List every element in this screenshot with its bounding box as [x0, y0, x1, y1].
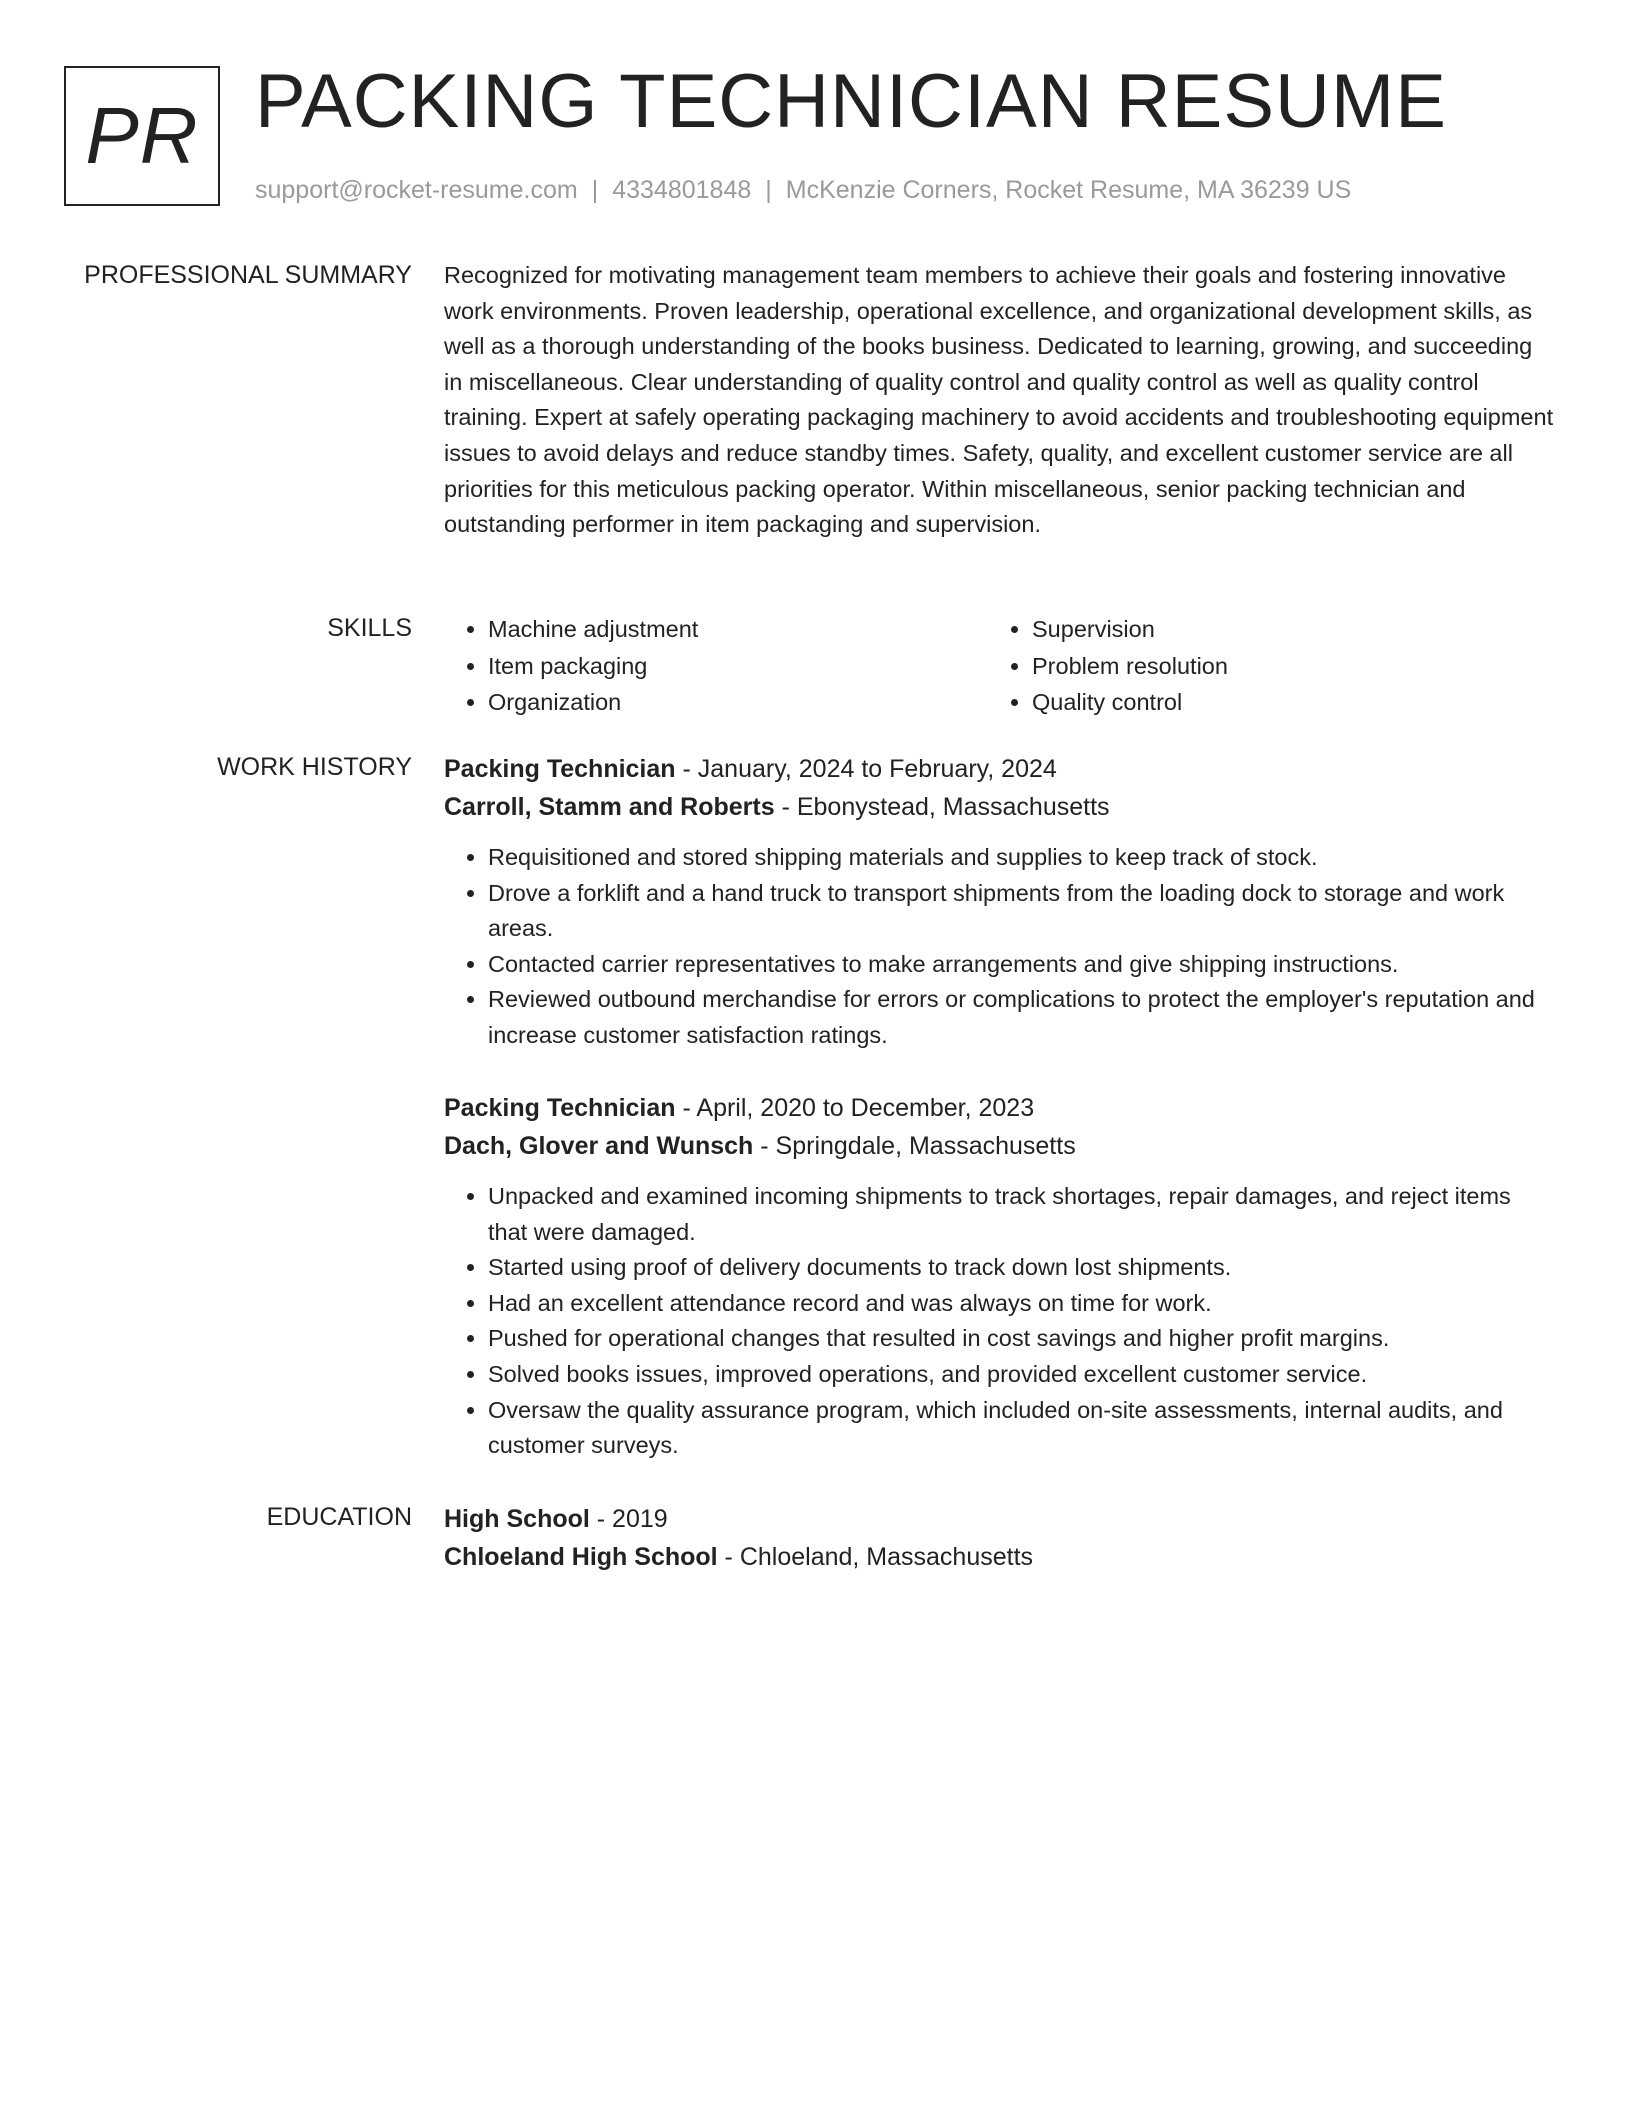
job-company: Dach, Glover and Wunsch — [444, 1132, 754, 1160]
contact-address: McKenzie Corners, Rocket Resume, MA 36239 US — [785, 176, 1352, 204]
contact-phone[interactable]: 4334801848 — [612, 176, 752, 204]
job-duties — [444, 840, 1556, 1054]
duty-item: • Pushed for operational changes that resulted in cost savings and higher profit margins. — [488, 1321, 1556, 1357]
job-entry — [444, 1089, 1556, 1464]
skill-item: • Machine adjustment — [488, 611, 988, 648]
job-company: Carroll, Stamm and Roberts — [444, 793, 775, 821]
duty-item: • Oversaw the quality assurance program, which included on-site assessments, internal audits, and customer surveys. — [488, 1393, 1556, 1464]
job-company-line — [444, 1127, 1556, 1165]
skills-list-left — [444, 611, 988, 721]
section-label-education: EDUCATION — [266, 1503, 412, 1531]
section-label-summary: PROFESSIONAL SUMMARY — [84, 261, 412, 289]
contact-email[interactable]: support@rocket-resume.com — [255, 176, 578, 204]
job-location: - Ebonystead, Massachusetts — [774, 793, 1110, 821]
duty-item: • Drove a forklift and a hand truck to transport shipments from the loading dock to storage and work areas. — [488, 876, 1556, 947]
job-title-line — [444, 1089, 1556, 1127]
duty-item: • Solved books issues, improved operations, and provided excellent customer service. — [488, 1357, 1556, 1393]
education-school-line — [444, 1538, 1556, 1576]
monogram-badge — [64, 66, 220, 206]
skill-item: • Organization — [488, 684, 988, 721]
education-school: Chloeland High School — [444, 1543, 718, 1571]
job-entry — [444, 750, 1556, 1054]
section-label-skills: SKILLS — [327, 614, 412, 642]
education-year: - 2019 — [589, 1505, 668, 1533]
skill-item: • Quality control — [1032, 684, 1532, 721]
summary-content — [444, 258, 1556, 543]
duty-item: • Unpacked and examined incoming shipments to track shortages, repair damages, and reject items that were damaged. — [488, 1179, 1556, 1250]
education-entry — [444, 1500, 1556, 1576]
duty-item: • Had an excellent attendance record and was always on time for work. — [488, 1286, 1556, 1322]
job-dates: - January, 2024 to February, 2024 — [675, 755, 1057, 783]
duty-item: • Reviewed outbound merchandise for errors or complications to protect the employer's reputation and increase customer satisfaction ratings. — [488, 982, 1556, 1053]
resume-title: PACKING TECHNICIAN RESUME — [255, 59, 1447, 144]
job-duties — [444, 1179, 1556, 1464]
job-company-line — [444, 788, 1556, 826]
education-degree: High School — [444, 1505, 590, 1533]
skill-item: • Problem resolution — [1032, 648, 1532, 685]
contact-line — [255, 174, 1351, 206]
duty-item: • Started using proof of delivery documents to track down lost shipments. — [488, 1250, 1556, 1286]
job-location: - Springdale, Massachusetts — [753, 1132, 1076, 1160]
job-title: Packing Technician — [444, 1094, 676, 1122]
job-title: Packing Technician — [444, 755, 676, 783]
duty-item: • Requisitioned and stored shipping materials and supplies to keep track of stock. — [488, 840, 1556, 876]
summary-text: Recognized for motivating management team members to achieve their goals and fostering innovative work environments. Proven leadership, operational excellence, and organizational development skills, as well as a thorough understanding of the books business. Dedicated to learning, growing, and succeeding in miscellaneous. Clear understanding of quality control and quality control as well as quality control training. Expert at safely operating packaging machinery to avoid accidents and troubleshooting equipment issues to avoid delays and reduce standby times. Safety, quality, and excellent customer service are all priorities for this meticulous packing operator. Within miscellaneous, senior packing technician and outstanding performer in item packaging and supervision. — [444, 262, 1554, 538]
skill-item: • Supervision — [1032, 611, 1532, 648]
duty-item: • Contacted carrier representatives to make arrangements and give shipping instructions. — [488, 947, 1556, 983]
education-location: - Chloeland, Massachusetts — [717, 1543, 1034, 1571]
skills-list-right — [988, 611, 1532, 721]
monogram-initials: PR — [85, 91, 199, 180]
contact-separator: | — [765, 176, 772, 204]
job-dates: - April, 2020 to December, 2023 — [675, 1094, 1035, 1122]
job-title-line — [444, 750, 1556, 788]
contact-separator: | — [591, 176, 599, 204]
skills-content — [444, 611, 1556, 721]
section-label-work-history: WORK HISTORY — [217, 753, 412, 781]
education-degree-line — [444, 1500, 1556, 1538]
skill-item: • Item packaging — [488, 648, 988, 685]
